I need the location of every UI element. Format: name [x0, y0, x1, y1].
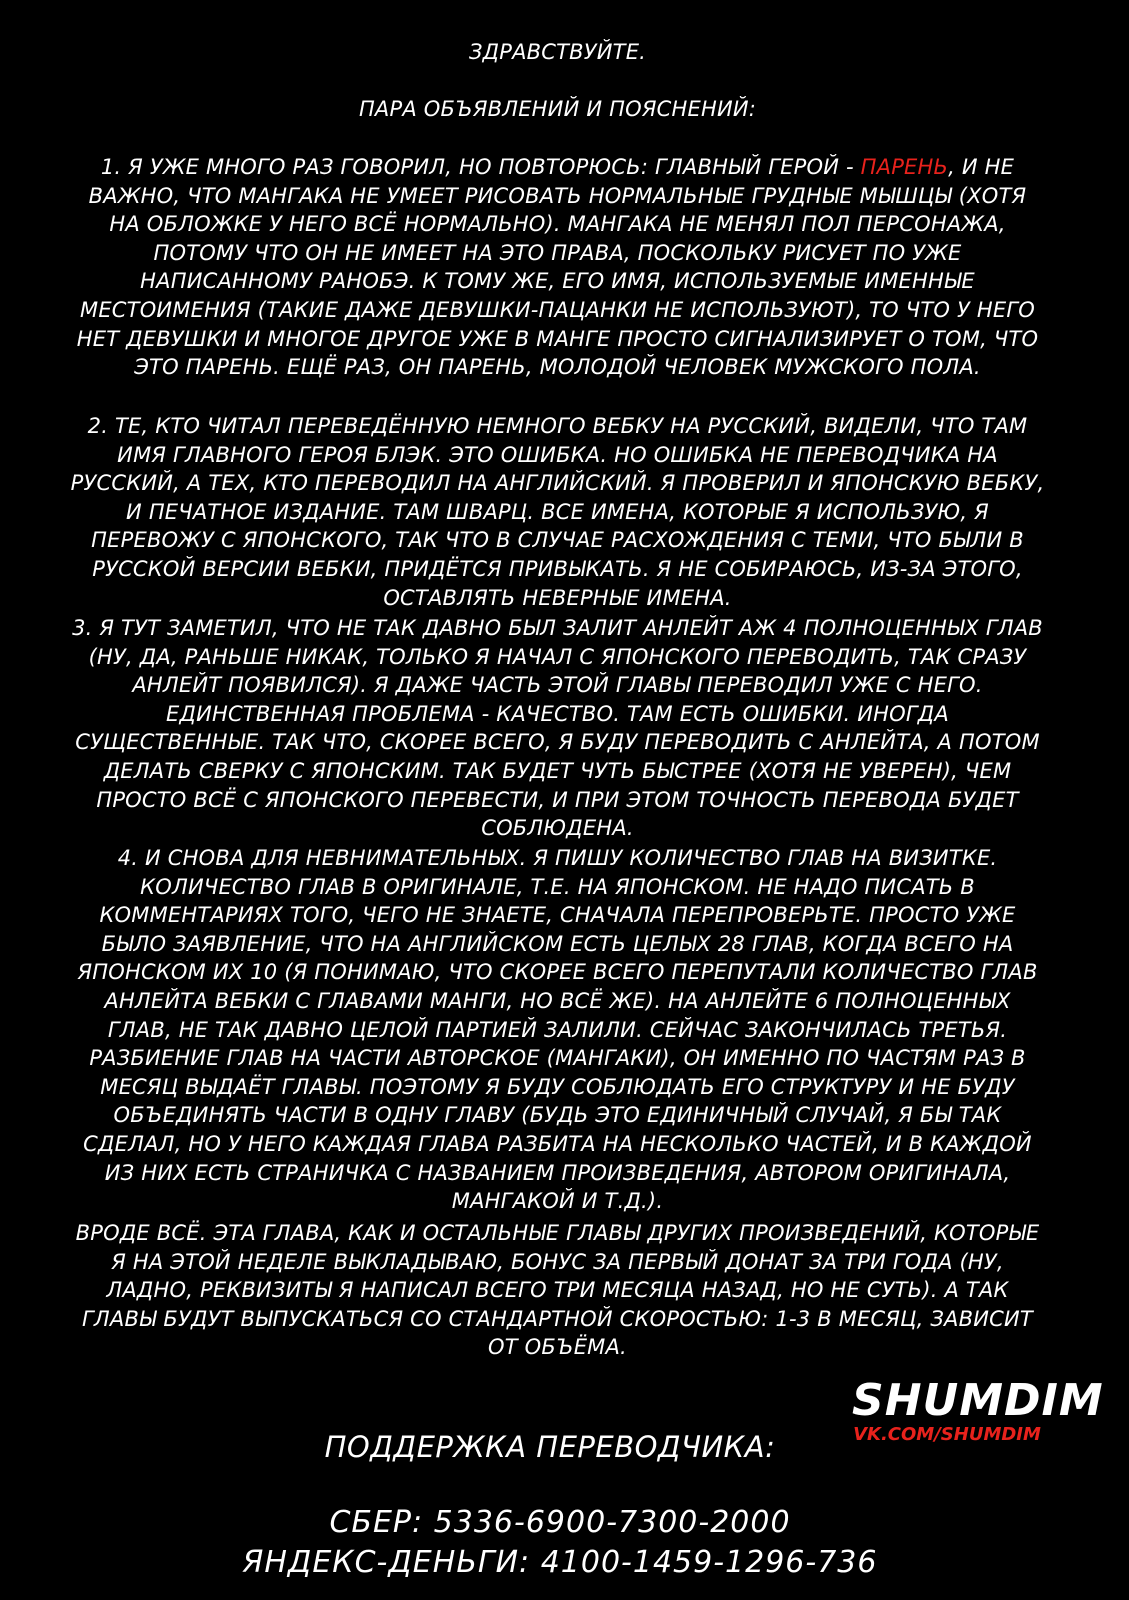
paragraph-4: 4. И СНОВА ДЛЯ НЕВНИМАТЕЛЬНЫХ. Я ПИШУ КОЛИЧЕСТВО ГЛАВ НА ВИЗИТКЕ. КОЛИЧЕСТВО ГЛАВ В ОРИГИНАЛЕ, Т.Е. НА ЯПОНСКОМ. НЕ НАДО ПИСАТЬ В КОММЕНТАРИЯХ ТОГО, ЧЕГО НЕ ЗНАЕТЕ, СНАЧАЛА ПЕРЕПРОВЕРЬТЕ. ПРОСТО УЖЕ БЫЛО ЗАЯВЛЕНИЕ, ЧТО НА АНГЛИЙСКОМ ЕСТЬ ЦЕЛЫХ 28 ГЛАВ, КОГДА ВСЕГО НА ЯПОНСКОМ ИХ 10 (Я ПОНИМАЮ, ЧТО СКОРЕЕ ВСЕГО ПЕРЕПУТАЛИ КОЛИЧЕСТВО ГЛАВ АНЛЕЙТА ВЕБКИ С ГЛАВАМИ МАНГИ, НО ВСЁ ЖЕ). НА АНЛЕЙТЕ 6 ПОЛНОЦЕННЫХ ГЛАВ, НЕ ТАК ДАВНО ЦЕЛОЙ ПАРТИЕЙ ЗАЛИЛИ. СЕЙЧАС ЗАКОНЧИЛАСЬ ТРЕТЬЯ. РАЗБИЕНИЕ ГЛАВ НА ЧАСТИ АВТОРСКОЕ (МАНГАКИ), ОН ИМЕННО ПО ЧАСТЯМ РАЗ В МЕСЯЦ ВЫДАЁТ ГЛАВЫ. ПОЭТОМУ Я БУДУ СОБЛЮДАТЬ ЕГО СТРУКТУРУ И НЕ БУДУ ОБЪЕДИНЯТЬ ЧАСТИ В ОДНУ ГЛАВУ (БУДЬ ЭТО ЕДИНИЧНЫЙ СЛУЧАЙ, Я БЫ ТАК СДЕЛАЛ, НО У НЕГО КАЖДАЯ ГЛАВА РАЗБИТА НА НЕСКОЛЬКО ЧАСТЕЙ, И В КАЖДОЙ ИЗ НИХ ЕСТЬ СТРАНИЧКА С НАЗВАНИЕМ ПРОИЗВЕДЕНИЯ, АВТОРОМ ОРИГИНАЛА, МАНГАКОЙ И Т.Д.). — [77, 846, 1038, 1214]
support-title: ПОДДЕРЖКА ПЕРЕВОДЧИКА: — [324, 1430, 776, 1464]
brand-link: VK.COM/SHUMDIM — [853, 1424, 1041, 1445]
brand-name: SHUMDIM — [852, 1375, 1104, 1426]
paragraph-1-after: , И НЕ ВАЖНО, ЧТО МАНГАКА НЕ УМЕЕТ РИСОВАТЬ НОРМАЛЬНЫЕ ГРУДНЫЕ МЫШЦЫ (ХОТЯ НА ОБЛОЖКЕ У НЕГО ВСЁ НОРМАЛЬНО). МАНГАКА НЕ МЕНЯЛ ПОЛ ПЕРСОНАЖА, ПОТОМУ ЧТО ОН НЕ ИМЕЕТ НА ЭТО ПРАВА, ПОСКОЛЬКУ РИСУЕТ ПО УЖЕ НАПИСАННОМУ РАНОБЭ. К ТОМУ ЖЕ, ЕГО ИМЯ, ИСПОЛЬЗУЕМЫЕ ИМЕННЫЕ МЕСТОИМЕНИЯ (ТАКИЕ ДАЖЕ ДЕВУШКИ-ПАЦАНКИ НЕ ИСПОЛЬЗУЮТ), ТО ЧТО У НЕГО НЕТ ДЕВУШКИ И МНОГОЕ ДРУГОЕ УЖЕ В МАНГЕ ПРОСТО СИГНАЛИЗИРУЕТ О ТОМ, ЧТО ЭТО ПАРЕНЬ. ЕЩЁ РАЗ, ОН ПАРЕНЬ, МОЛОДОЙ ЧЕЛОВЕК МУЖСКОГО ПОЛА. — [76, 155, 1039, 380]
paragraph-1 — [70, 153, 1045, 382]
paragraph-1-before: 1. Я УЖЕ МНОГО РАЗ ГОВОРИЛ, НО ПОВТОРЮСЬ: ГЛАВНЫЙ ГЕРОЙ - — [100, 155, 861, 179]
yandex-money-number: ЯНДЕКС-ДЕНЬГИ: 4100-1459-1296-736 — [242, 1545, 878, 1580]
paragraph-5: ВРОДЕ ВСЁ. ЭТА ГЛАВА, КАК И ОСТАЛЬНЫЕ ГЛАВЫ ДРУГИХ ПРОИЗВЕДЕНИЙ, КОТОРЫЕ Я НА ЭТОЙ НЕДЕЛЕ ВЫКЛАДЫВАЮ, БОНУС ЗА ПЕРВЫЙ ДОНАТ ЗА ТРИ ГОДА (НУ, ЛАДНО, РЕКВИЗИТЫ Я НАПИСАЛ ВСЕГО ТРИ МЕСЯЦА НАЗАД, НО НЕ СУТЬ). А ТАК ГЛАВЫ БУДУТ ВЫПУСКАТЬСЯ СО СТАНДАРТНОЙ СКОРОСТЬЮ: 1-3 В МЕСЯЦ, ЗАВИСИТ ОТ ОБЪЁМА. — [75, 1221, 1040, 1360]
sber-card-number: СБЕР: 5336-6900-7300-2000 — [329, 1505, 791, 1540]
paragraph-3: 3. Я ТУТ ЗАМЕТИЛ, ЧТО НЕ ТАК ДАВНО БЫЛ ЗАЛИТ АНЛЕЙТ АЖ 4 ПОЛНОЦЕННЫХ ГЛАВ (НУ, ДА, РАНЬШЕ НИКАК, ТОЛЬКО Я НАЧАЛ С ЯПОНСКОГО ПЕРЕВОДИТЬ, ТАК СРАЗУ АНЛЕЙТ ПОЯВИЛСЯ). Я ДАЖЕ ЧАСТЬ ЭТОЙ ГЛАВЫ ПЕРЕВОДИЛ УЖЕ С НЕГО. ЕДИНСТВЕННАЯ ПРОБЛЕМА - КАЧЕСТВО. ТАМ ЕСТЬ ОШИБКИ. ИНОГДА СУЩЕСТВЕННЫЕ. ТАК ЧТО, СКОРЕЕ ВСЕГО, Я БУДУ ПЕРЕВОДИТЬ С АНЛЕЙТА, А ПОТОМ ДЕЛАТЬ СВЕРКУ С ЯПОНСКИМ. ТАК БУДЕТ ЧУТЬ БЫСТРЕЕ (ХОТЯ НЕ УВЕРЕН), ЧЕМ ПРОСТО ВСЁ С ЯПОНСКОГО ПЕРЕВЕСТИ, И ПРИ ЭТОМ ТОЧНОСТЬ ПЕРЕВОДА БУДЕТ СОБЛЮДЕНА. — [72, 616, 1043, 841]
highlight-word: ПАРЕНЬ — [860, 155, 949, 179]
paragraph-2: 2. ТЕ, КТО ЧИТАЛ ПЕРЕВЕДЁННУЮ НЕМНОГО ВЕБКУ НА РУССКИЙ, ВИДЕЛИ, ЧТО ТАМ ИМЯ ГЛАВНОГО ГЕРОЯ БЛЭК. ЭТО ОШИБКА. НО ОШИБКА НЕ ПЕРЕВОДЧИКА НА РУССКИЙ, А ТЕХ, КТО ПЕРЕВОДИЛ НА АНГЛИЙСКИЙ. Я ПРОВЕРИЛ И ЯПОНСКУЮ ВЕБКУ, И ПЕЧАТНОЕ ИЗДАНИЕ. ТАМ ШВАРЦ. ВСЕ ИМЕНА, КОТОРЫЕ Я ИСПОЛЬЗУЮ, Я ПЕРЕВОЖУ С ЯПОНСКОГО, ТАК ЧТО В СЛУЧАЕ РАСХОЖДЕНИЯ С ТЕМИ, ЧТО БЫЛИ В РУССКОЙ ВЕРСИИ ВЕБКИ, ПРИДЁТСЯ ПРИВЫКАТЬ. Я НЕ СОБИРАЮСЬ, ИЗ-ЗА ЭТОГО, ОСТАВЛЯТЬ НЕВЕРНЫЕ ИМЕНА. — [70, 414, 1045, 610]
translator-brand — [852, 1375, 1104, 1446]
greeting: ЗДРАВСТВУЙТЕ. — [468, 40, 647, 64]
intro-line: ПАРА ОБЪЯВЛЕНИЙ И ПОЯСНЕНИЙ: — [358, 97, 757, 121]
